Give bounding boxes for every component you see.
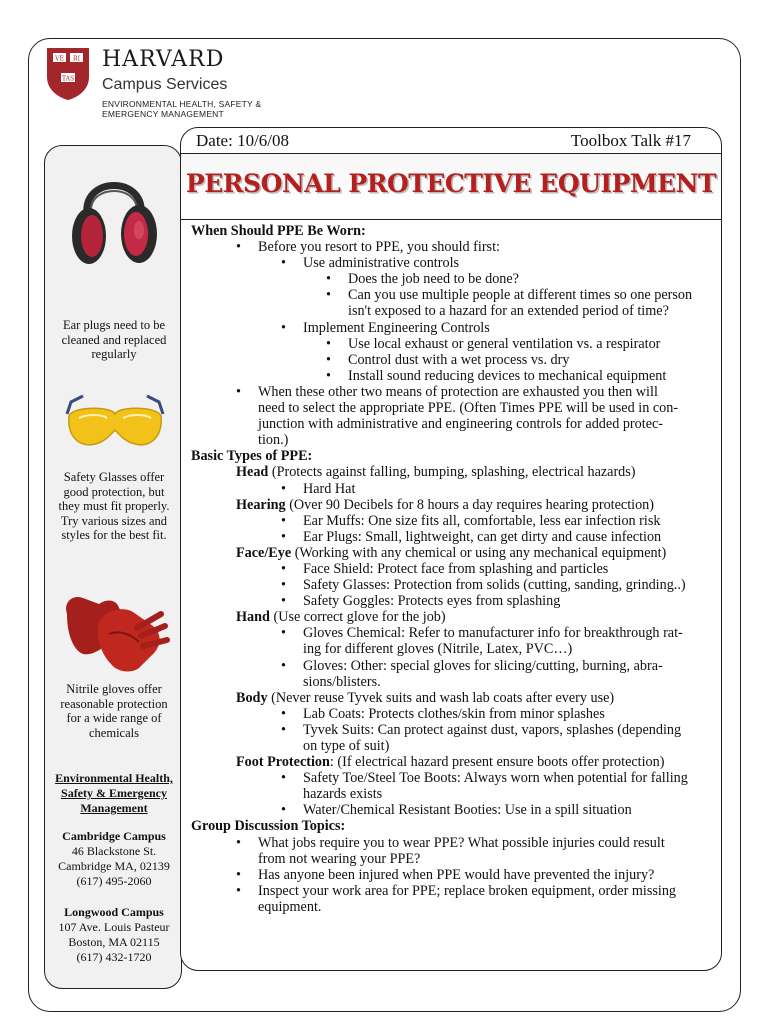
list-item: • Before you resort to PPE, you should first: bbox=[191, 239, 719, 255]
category-label: Hand bbox=[236, 609, 270, 626]
brand-subtitle: Campus Services bbox=[102, 76, 228, 93]
ppe-category-hearing bbox=[191, 497, 719, 513]
ppe-category-head bbox=[191, 464, 719, 480]
caption-line: Ear plugs need to be bbox=[62, 318, 166, 332]
campus-phone: (617) 495-2060 bbox=[76, 874, 152, 888]
list-item: • Face Shield: Protect face from splashing and particles bbox=[191, 561, 719, 577]
document-body bbox=[191, 223, 719, 915]
list-item: • Hard Hat bbox=[191, 481, 719, 497]
list-item: • Use administrative controls bbox=[191, 255, 719, 271]
list-item: • Ear Plugs: Small, lightweight, can get dirty and cause infection bbox=[191, 529, 719, 545]
category-description: (Use correct glove for the job) bbox=[269, 609, 446, 626]
category-description: (Never reuse Tyvek suits and wash lab coats after every use) bbox=[267, 689, 615, 706]
list-item: • Can you use multiple people at different times so one person bbox=[191, 287, 719, 303]
ppe-category-hand bbox=[191, 609, 719, 625]
list-item: • Implement Engineering Controls bbox=[191, 320, 719, 336]
office-title bbox=[49, 771, 179, 816]
list-item: • Ear Muffs: One size fits all, comfortable, less ear infection risk bbox=[191, 513, 719, 529]
title-divider bbox=[181, 219, 721, 220]
toolbox-talk-number: Toolbox Talk #17 bbox=[570, 131, 691, 150]
caption-line: reasonable protection bbox=[60, 696, 168, 711]
shield-text-ri: RI bbox=[73, 55, 80, 63]
list-item: • Inspect your work area for PPE; replace broken equipment, order missing bbox=[191, 883, 719, 899]
brand-department-line: EMERGENCY MANAGEMENT bbox=[102, 109, 224, 119]
shield-text-ve: VE bbox=[55, 55, 64, 63]
list-item-continuation: tion.) bbox=[258, 432, 289, 449]
category-label: Body bbox=[236, 689, 268, 706]
caption-line: for a wide range of bbox=[66, 711, 162, 725]
page-title: PERSONAL PROTECTIVE EQUIPMENT bbox=[185, 169, 717, 198]
category-label: Foot Protection bbox=[236, 754, 330, 771]
gloves-caption bbox=[51, 682, 177, 740]
harvard-shield-icon bbox=[46, 47, 90, 101]
earmuffs-icon bbox=[65, 168, 163, 276]
list-item-continuation: hazards exists bbox=[303, 786, 383, 803]
caption-line: Safety Glasses offer bbox=[63, 470, 165, 484]
campus-street: 107 Ave. Louis Pasteur bbox=[58, 920, 170, 934]
caption-line: they must fit properly. bbox=[58, 499, 170, 513]
caption-line: chemicals bbox=[89, 725, 139, 740]
brand-department bbox=[102, 99, 302, 119]
list-item: • Safety Toe/Steel Toe Boots: Always worn when potential for falling bbox=[191, 770, 719, 786]
ppe-category-face-eye bbox=[191, 545, 719, 561]
category-label: Hearing bbox=[236, 496, 286, 513]
category-description: (Protects against falling, bumping, splashing, electrical hazards) bbox=[268, 464, 636, 481]
caption-line: Nitrile gloves offer bbox=[66, 682, 162, 696]
list-item-continuation: equipment. bbox=[258, 898, 322, 915]
earmuffs-caption bbox=[51, 318, 177, 362]
list-item: • Use local exhaust or general ventilation vs. a respirator bbox=[191, 336, 719, 352]
campus-city: Boston, MA 02115 bbox=[68, 935, 160, 949]
campus-city: Cambridge MA, 02139 bbox=[58, 859, 170, 873]
list-item: • Safety Glasses: Protection from solids (cutting, sanding, grinding..) bbox=[191, 577, 719, 593]
list-item: • Has anyone been injured when PPE would have prevented the injury? bbox=[191, 867, 719, 883]
category-description: (Over 90 Decibels for 8 hours a day requires hearing protection) bbox=[285, 496, 655, 513]
list-item-continuation: on type of suit) bbox=[303, 738, 390, 754]
list-item-continuation: ing for different gloves (Nitrile, Latex, PVC…) bbox=[303, 641, 573, 658]
category-description: : (If electrical hazard present ensure boots offer protection) bbox=[329, 754, 665, 771]
caption-line: Try various sizes and bbox=[60, 513, 168, 528]
list-item: • Lab Coats: Protects clothes/skin from minor splashes bbox=[191, 706, 719, 722]
date-bar bbox=[181, 128, 721, 154]
ppe-category-foot bbox=[191, 754, 719, 770]
section-heading: When Should PPE Be Worn: bbox=[191, 223, 366, 239]
list-item: • Gloves: Other: special gloves for slicing/cutting, burning, abra- bbox=[191, 658, 719, 674]
brand-block bbox=[102, 48, 302, 119]
cambridge-contact bbox=[49, 829, 179, 889]
list-item: • Install sound reducing devices to mechanical equipment bbox=[191, 368, 719, 384]
category-label: Head bbox=[236, 464, 269, 481]
office-title-line: Management bbox=[80, 801, 148, 815]
longwood-contact bbox=[49, 905, 179, 965]
caption-line: cleaned and replaced bbox=[61, 332, 167, 347]
list-item: • Does the job need to be done? bbox=[191, 271, 719, 287]
campus-phone: (617) 432-1720 bbox=[76, 950, 152, 964]
sidebar-panel bbox=[44, 145, 182, 989]
list-item: • Water/Chemical Resistant Booties: Use in a spill situation bbox=[191, 802, 719, 818]
section-heading: Group Discussion Topics: bbox=[191, 818, 346, 835]
caption-line: regularly bbox=[91, 347, 137, 361]
glasses-caption bbox=[51, 470, 177, 543]
list-item-continuation: isn't exposed to a hazard for an extended period of time? bbox=[348, 303, 669, 320]
list-item: • When these other two means of protection are exhausted you then will bbox=[191, 384, 719, 400]
list-item: • What jobs require you to wear PPE? What possible injuries could result bbox=[191, 835, 719, 851]
nitrile-gloves-icon bbox=[53, 584, 171, 674]
campus-name: Cambridge Campus bbox=[62, 829, 166, 843]
category-label: Face/Eye bbox=[236, 544, 292, 561]
safety-glasses-icon bbox=[61, 386, 169, 458]
shield-text-tas: TAS bbox=[61, 75, 75, 83]
campus-name: Longwood Campus bbox=[64, 905, 164, 919]
list-item: • Gloves Chemical: Refer to manufacturer info for breakthrough rat- bbox=[191, 625, 719, 641]
list-item: • Safety Goggles: Protects eyes from splashing bbox=[191, 593, 719, 609]
office-title-line: Environmental Health, bbox=[55, 771, 173, 785]
ppe-category-body bbox=[191, 690, 719, 706]
harvard-logo-header bbox=[44, 44, 344, 124]
campus-street: 46 Blackstone St. bbox=[71, 844, 157, 858]
list-item-continuation: sions/blisters. bbox=[303, 673, 381, 690]
list-item-continuation: need to select the appropriate PPE. (Often Times PPE will be used in con- bbox=[258, 400, 679, 417]
caption-line: styles for the best fit. bbox=[61, 528, 167, 542]
office-title-line: Safety & Emergency bbox=[61, 786, 167, 800]
list-item-continuation: from not wearing your PPE? bbox=[258, 850, 421, 867]
list-item: • Control dust with a wet process vs. dry bbox=[191, 352, 719, 368]
category-description: (Working with any chemical or using any mechanical equipment) bbox=[291, 544, 667, 561]
section-heading: Basic Types of PPE: bbox=[191, 448, 313, 465]
caption-line: good protection, but bbox=[63, 484, 165, 499]
list-item-continuation: junction with administrative and engineering controls for added protec- bbox=[258, 416, 664, 433]
brand-name: HARVARD bbox=[102, 47, 225, 72]
brand-department-line: ENVIRONMENTAL HEALTH, SAFETY & bbox=[102, 99, 262, 109]
date-label: Date: 10/6/08 bbox=[196, 131, 290, 150]
main-content-box bbox=[180, 127, 722, 971]
list-item: • Tyvek Suits: Can protect against dust, vapors, splashes (depending bbox=[191, 722, 719, 738]
